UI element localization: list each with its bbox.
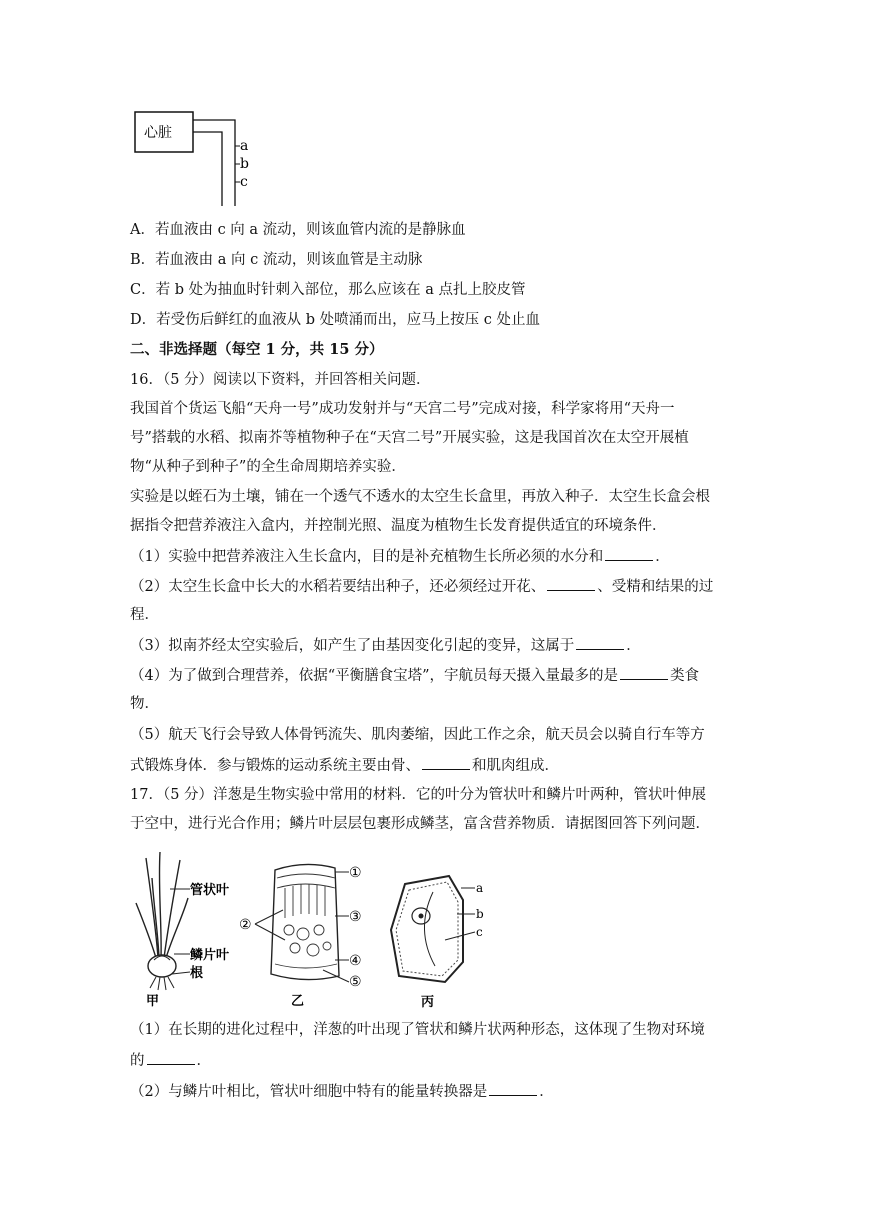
label-5: ⑤ <box>349 974 362 990</box>
section-2-title: 二、非选择题（每空 1 分，共 15 分） <box>130 341 384 358</box>
q16-passage-1-line-2: 号”搭载的水稻、拟南芥等植物种子在“天宫二号”开展实验，这是我国首次在太空开展植 <box>130 430 689 446</box>
onion-plant-svg <box>128 848 238 1008</box>
q16-stem: 16．（5 分）阅读以下资料，并回答相关问题． <box>130 372 431 388</box>
q16-sub-4 <box>130 665 699 686</box>
label-4: ④ <box>349 953 362 969</box>
heart-vessel-diagram <box>130 108 260 208</box>
root-2 <box>158 977 160 990</box>
q16-sub-2 <box>130 576 713 597</box>
q16-sub-3-end: ． <box>626 638 641 654</box>
root-4 <box>168 977 174 988</box>
q17-sub-2-text: （2）与鳞片叶相比，管状叶细胞中特有的能量转换器是 <box>130 1084 488 1100</box>
nucleolus <box>419 914 424 919</box>
label-cell-c: c <box>476 925 483 939</box>
answer-blank[interactable] <box>489 1081 537 1096</box>
label-a: a <box>240 138 249 154</box>
vessel-inner-line <box>193 132 222 206</box>
answer-blank[interactable] <box>576 635 624 650</box>
q16-sub-4-text: （4）为了做到合理营养，依据“平衡膳食宝塔”，宇航员每天摄入量最多的是 <box>130 668 619 684</box>
q16-passage-1-line-1: 我国首个货运飞船“天舟一号”成功发射并与“天宫二号”完成对接，科学家将用“天舟一 <box>130 401 675 417</box>
vessel-outer-line <box>193 120 235 206</box>
tube-leaf-4 <box>166 898 188 958</box>
q16-sub-2-wrap: 程． <box>130 607 159 623</box>
label-cell-a: a <box>476 881 484 895</box>
q17-sub-1-line-1: （1）在长期的进化过程中，洋葱的叶出现了管状和鳞片状两种形态，这体现了生物对环境 <box>130 1022 705 1038</box>
q16-sub-1-end: ． <box>655 549 670 565</box>
caption-yi: 乙 <box>291 994 305 1008</box>
q16-sub-1-text: （1）实验中把营养液注入生长盒内，目的是补充植物生长所必须的水分和 <box>130 549 604 565</box>
label-b: b <box>240 156 249 172</box>
q16-passage-1-line-3: 物“从种子到种子”的全生命周期培养实验． <box>130 459 406 475</box>
label-root: 根 <box>190 966 204 981</box>
q16-sub-5-line-2 <box>130 755 559 776</box>
q17-sub-2-end: ． <box>539 1084 554 1100</box>
figure-yi-leaf-section <box>235 848 375 1008</box>
q16-sub-3 <box>130 635 641 656</box>
q17-stem-line-2: 于空中，进行光合作用；鳞片叶层层包裹形成鳞茎，富含营养物质．请据图回答下列问题． <box>130 816 710 832</box>
q16-sub-3-text: （3）拟南芥经太空实验后，如产生了由基因变化引起的变异，这属于 <box>130 638 575 654</box>
leaf-section-svg <box>235 848 375 1008</box>
label-scale-leaf: 鳞片叶 <box>190 948 230 963</box>
caption-jia: 甲 <box>146 994 160 1008</box>
root-1 <box>150 977 156 988</box>
pointer-root <box>172 972 190 974</box>
bulb <box>148 955 176 977</box>
answer-blank[interactable] <box>547 576 595 591</box>
tube-leaf-6 <box>152 878 159 958</box>
q16-sub-4-wrap: 物． <box>130 696 159 712</box>
q17-stem-line-1: 17．（5 分）洋葱是生物实验中常用的材料．它的叶分为管状叶和鳞片叶两种，管状叶伸展 <box>130 787 707 803</box>
q16-sub-5-end: 和肌肉组成． <box>472 758 559 774</box>
label-3: ③ <box>349 909 362 925</box>
option-d: D．若受伤后鲜红的血液从 b 处喷涌而出，应马上按压 c 处止血 <box>130 312 540 328</box>
q17-sub-1-end: ． <box>196 1053 211 1069</box>
answer-blank[interactable] <box>422 755 470 770</box>
label-2: ② <box>239 917 252 933</box>
q16-sub-2-rest: 、受精和结果的过 <box>597 579 714 595</box>
q16-passage-2-line-2: 据指令把营养液注入盒内，并控制光照、温度为植物生长发育提供适宜的环境条件． <box>130 518 667 534</box>
answer-blank[interactable] <box>147 1050 195 1065</box>
label-c: c <box>240 174 248 190</box>
heart-label: 心脏 <box>144 125 172 141</box>
q17-sub-1-line-2 <box>130 1050 211 1071</box>
answer-blank[interactable] <box>620 665 668 680</box>
tube-leaf-2 <box>159 852 161 958</box>
heart-vessel-svg <box>130 108 260 208</box>
figure-jia-onion-plant <box>128 848 238 1008</box>
option-a: A．若血液由 c 向 a 流动，则该血管内流的是静脉血 <box>130 222 466 238</box>
tube-leaf-3 <box>164 860 180 958</box>
label-tube-leaf: 管状叶 <box>190 883 230 898</box>
figure-bing-cell <box>385 870 495 1010</box>
tube-leaf-1 <box>146 858 158 958</box>
cell-svg <box>385 870 495 1010</box>
q16-sub-5-line-1: （5）航天飞行会导致人体骨钙流失、肌肉萎缩，因此工作之余，航天员会以骑自行车等方 <box>130 727 705 743</box>
q17-sub-2 <box>130 1081 554 1102</box>
label-cell-b: b <box>476 907 484 921</box>
section-outline <box>271 864 339 979</box>
q16-sub-2-text: （2）太空生长盒中长大的水稻若要结出种子，还必须经过开花、 <box>130 579 546 595</box>
root-3 <box>164 977 166 990</box>
q16-sub-1 <box>130 546 670 567</box>
option-c: C．若 b 处为抽血时针刺入部位，那么应该在 a 点扎上胶皮管 <box>130 282 526 298</box>
q17-sub-1-text: 的 <box>130 1053 145 1069</box>
answer-blank[interactable] <box>605 546 653 561</box>
option-b: B．若血液由 a 向 c 流动，则该血管是主动脉 <box>130 252 423 268</box>
caption-bing: 丙 <box>421 995 435 1010</box>
q16-sub-4-rest: 类食 <box>670 668 700 684</box>
label-1: ① <box>349 865 362 881</box>
q16-sub-5-text: 式锻炼身体．参与锻炼的运动系统主要由骨、 <box>130 758 420 774</box>
q16-passage-2-line-1: 实验是以蛭石为土壤，铺在一个透气不透水的太空生长盒里，再放入种子．太空生长盒会根 <box>130 489 710 505</box>
